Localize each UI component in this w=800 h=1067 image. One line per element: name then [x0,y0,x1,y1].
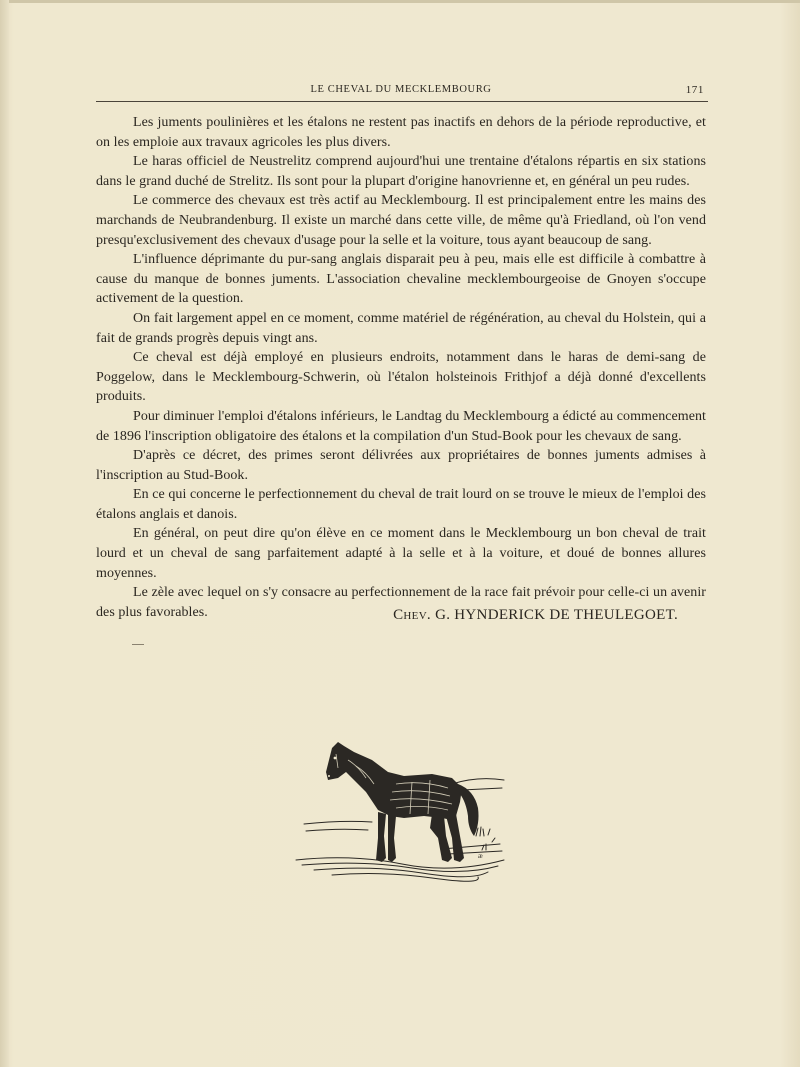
paragraph: Les juments poulinières et les étalons ne restent pas inactifs en dehors de la période reproductive, et on les emploie aux travaux agricoles les plus divers. [96,115,706,150]
article-body [96,113,706,622]
paragraph: Pour diminuer l'emploi d'étalons inférieurs, le Landtag du Mecklembourg a édicté au commencement de 1896 l'inscription obligatoire des étalons et la compilation d'un Stud-Book pour les chevaux de sang. [96,408,706,444]
paragraph: Le commerce des chevaux est très actif au Mecklembourg. Il est principalement entre les mains des marchands de Neubrandenburg. Il existe un marché dans cette ville, de même qu'à Friedland, où l'on vend presqu'exclusivement des chevaux d'usage pour la selle et la voiture, tous ayant beaucoup de sang. [96,193,706,248]
svg-text:æ: æ [478,852,483,860]
signature-title: Chev. [393,607,431,623]
horse-engraving-icon [292,732,508,882]
page-top-edge [0,0,800,3]
paragraph: Le haras officiel de Neustrelitz comprend aujourd'hui une trentaine d'étalons répartis en six stations dans le grand duché de Strelitz. Ils sont pour la plupart d'origine hanovrienne et, en général un peu rudes. [96,154,706,189]
header-rule [96,101,708,102]
paragraph: D'après ce décret, des primes seront délivrées aux propriétaires de bonnes juments admises à l'inscription au Stud-Book. [96,448,706,483]
page-number: 171 [685,84,704,96]
paragraph: On fait largement appel en ce moment, comme matériel de régénération, au cheval du Holstein, qui a fait de grands progrès depuis vingt ans. [96,310,706,346]
paragraph: L'influence déprimante du pur-sang anglais disparait peu à peu, mais elle est difficile à combattre à cause du manque de bonnes juments. L'association chevaline mecklembourgeoise de Gnoyen s'occupe activement de la question. [96,252,706,307]
running-header [96,82,706,100]
paragraph: Le zèle avec lequel on s'y consacre au perfectionnement de la race fait prévoir pour celle-ci un avenir des plus favorables. [96,585,706,620]
stray-ink-mark [132,644,144,645]
paragraph: Ce cheval est déjà employé en plusieurs endroits, notamment dans le haras de demi-sang de Poggelow, dans le Mecklembourg-Schwerin, où l'étalon holsteinois Frithjof a déjà donné d'excellents produits. [96,350,706,405]
paragraph: En général, on peut dire qu'on élève en ce moment dans le Mecklembourg un bon cheval de trait lourd et un cheval de sang parfaitement adapté à la selle et à la voiture, et doué de bonnes allures moyennes. [96,526,706,581]
running-title: LE CHEVAL DU MECKLEMBOURG [310,84,492,95]
author-signature [96,607,678,624]
page-gutter-shadow [0,0,9,1067]
paragraph: En ce qui concerne le perfectionnement du cheval de trait lourd on se trouve le mieux de l'emploi des étalons anglais et danois. [96,487,706,522]
signature-name: G. HYNDERICK DE THEULEGOET. [435,607,678,623]
